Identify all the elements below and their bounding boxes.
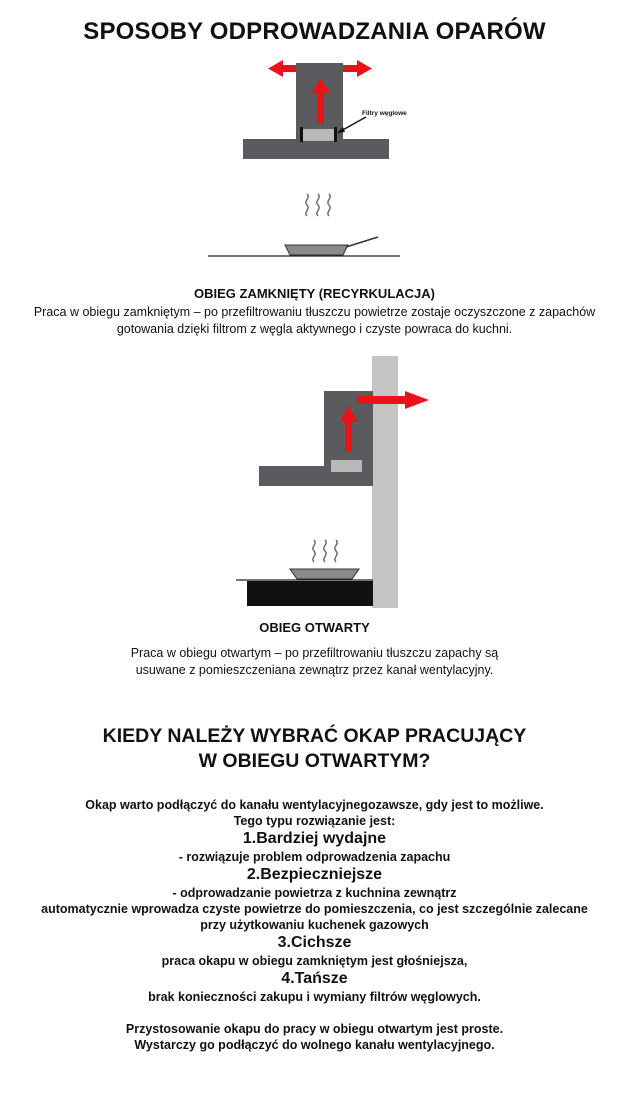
filter-label: Filtry węglowe xyxy=(362,110,407,117)
question-line: KIEDY NALEŻY WYBRAĆ OKAP PRACUJĄCY xyxy=(102,725,527,747)
vented-description-line: usuwane z pomieszczeniana zewnątrz przez kanał wentylacyjny. xyxy=(135,663,494,677)
pan-handle xyxy=(346,237,378,247)
question-line: W OBIEGU OTWARTYM? xyxy=(198,750,431,772)
page-title: SPOSOBY ODPROWADZANIA OPARÓW xyxy=(83,18,546,45)
stove-cooktop xyxy=(247,581,373,606)
grease-filter xyxy=(331,460,362,472)
spacer xyxy=(0,1005,629,1021)
recirculation-description-line: gotowania dzięki filtrom z węgla aktywnego i czyste powraca do kuchni. xyxy=(116,322,513,336)
carbon-filter xyxy=(302,129,335,141)
frying-pan xyxy=(290,569,359,579)
vented-diagram xyxy=(0,350,629,610)
recirculation-diagram xyxy=(0,0,629,280)
steam-icon xyxy=(313,540,337,562)
steam-icon xyxy=(306,194,330,216)
closing-line: Przystosowanie okapu do pracy w obiegu otwartym jest proste. xyxy=(125,1022,504,1036)
benefit-text: praca okapu w obiegu zamkniętym jest głośniejsza, xyxy=(161,954,468,968)
recirculation-heading: OBIEG ZAMKNIĘTY (RECYRKULACJA) xyxy=(194,286,435,301)
benefit-text: przy użytkowaniu kuchenek gazowych xyxy=(200,918,429,932)
benefit-text: - odprowadzanie powietrza z kuchnina zewnątrz xyxy=(172,886,457,900)
filter-bracket-left xyxy=(300,127,303,142)
benefit-title: 3.Cichsze xyxy=(277,934,352,951)
recirculation-description xyxy=(0,304,629,338)
question-heading xyxy=(0,724,629,774)
benefit-text: brak konieczności zakupu i wymiany filtrów węglowych. xyxy=(148,990,481,1004)
vented-description-line: Praca w obiegu otwartym – po przefiltrowaniu tłuszczu zapachy są xyxy=(130,646,499,660)
benefit-title: 2.Bezpieczniejsze xyxy=(246,866,383,883)
recirculation-description-line: Praca w obiegu zamkniętym – po przefiltrowaniu tłuszczu powietrze zostaje oczyszczone z zapachów xyxy=(33,305,596,319)
hood-canopy xyxy=(243,139,389,159)
benefit-title: 4.Tańsze xyxy=(281,970,348,987)
vented-description xyxy=(0,645,629,679)
benefit-text: - rozwiązuje problem odprowadzenia zapachu xyxy=(178,850,451,864)
benefit-title: 1.Bardziej wydajne xyxy=(242,830,387,847)
answer-section xyxy=(0,797,629,1053)
closing-line: Wystarczy go podłączyć do wolnego kanału wentylacyjnego. xyxy=(134,1038,495,1052)
vented-heading: OBIEG OTWARTY xyxy=(259,620,370,635)
air-right-arrow xyxy=(343,60,372,77)
benefit-text: automatycznie wprowadza czyste powietrze do pomieszczenia, co jest szczególnie zalecane xyxy=(41,902,588,916)
filter-bracket-right xyxy=(334,127,337,142)
wall xyxy=(372,356,398,608)
frying-pan xyxy=(285,245,348,255)
intro-line: Okap warto podłączyć do kanału wentylacyjnegozawsze, gdy jest to możliwe. xyxy=(85,798,544,812)
air-left-arrow xyxy=(268,60,296,77)
intro-line: Tego typu rozwiązanie jest: xyxy=(233,814,396,828)
